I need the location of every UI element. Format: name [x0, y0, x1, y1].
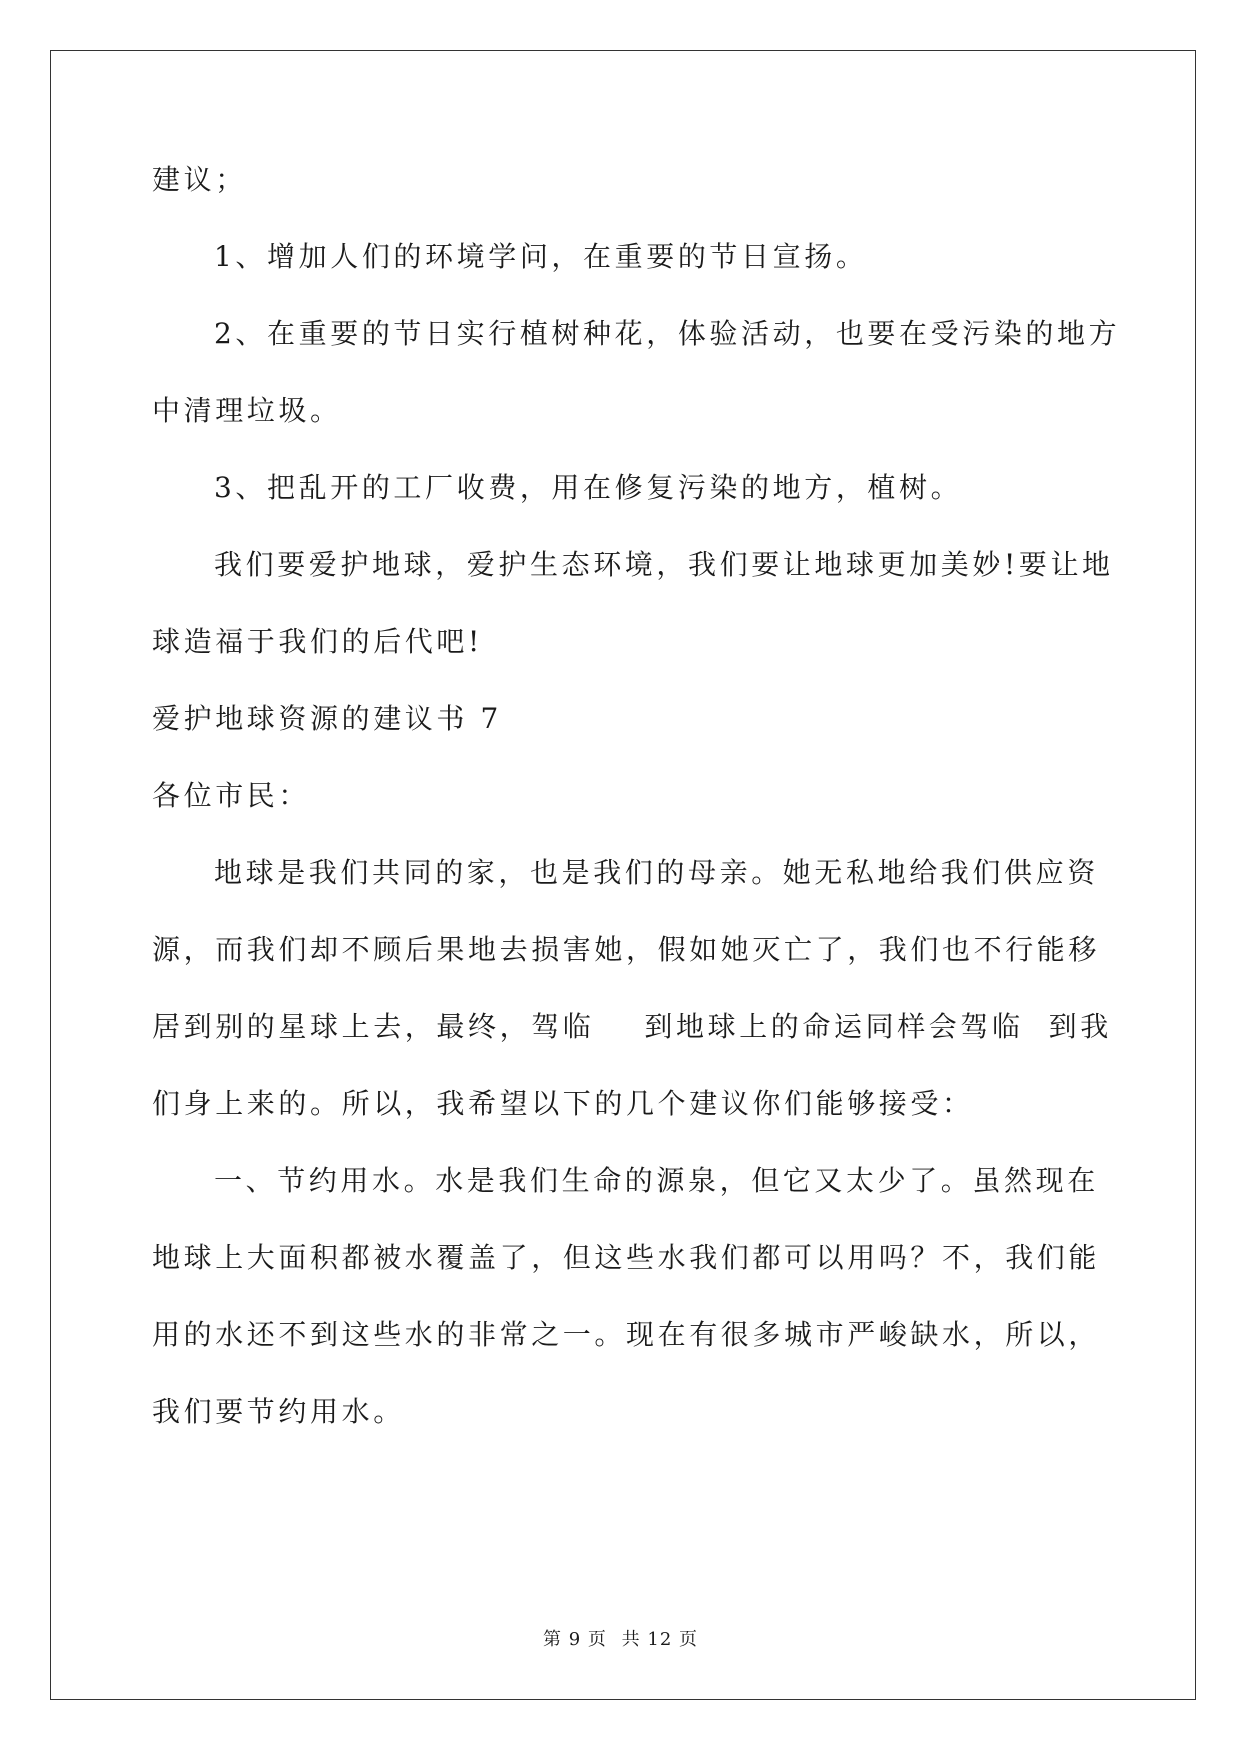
text-line: 中清理垃圾。 — [152, 394, 342, 427]
text-line: 一、节约用水。水是我们生命的源泉，但它又太少了。虽然现在 — [214, 1164, 1099, 1197]
text-line: 建议； — [152, 163, 247, 196]
page-footer — [0, 1628, 1241, 1652]
text-line: 们身上来的。所以，我希望以下的几个建议你们能够接受： — [152, 1087, 974, 1120]
text-line: 球造福于我们的后代吧! — [152, 625, 483, 658]
section-heading: 爱护地球资源的建议书 7 — [152, 702, 502, 735]
page-number: 第 9 页 — [543, 1629, 607, 1650]
text-line: 源，而我们却不顾后果地去损害她，假如她灭亡了，我们也不行能移 — [152, 933, 1101, 966]
salutation: 各位市民： — [152, 779, 311, 812]
text-line: 我们要爱护地球，爱护生态环境，我们要让地球更加美妙!要让地 — [214, 548, 1114, 581]
text-line: 2、在重要的节日实行植树种花，体验活动，也要在受污染的地方 — [214, 317, 1121, 350]
page-total: 共 12 页 — [621, 1629, 698, 1650]
text-line: 地球是我们共同的家，也是我们的母亲。她无私地给我们供应资 — [214, 856, 1099, 889]
text-line: 地球上大面积都被水覆盖了，但这些水我们都可以用吗？不，我们能 — [152, 1241, 1101, 1274]
text-line: 用的水还不到这些水的非常之一。现在有很多城市严峻缺水，所以， — [152, 1318, 1101, 1351]
text-line: 1、增加人们的环境学问，在重要的节日宣扬。 — [214, 240, 868, 273]
text-line: 3、把乱开的工厂收费，用在修复污染的地方，植树。 — [214, 471, 963, 504]
text-line: 我们要节约用水。 — [152, 1395, 405, 1428]
text-line: 居到别的星球上去，最终，驾临 到地球上的命运同样会驾临 到我 — [152, 1010, 1112, 1043]
